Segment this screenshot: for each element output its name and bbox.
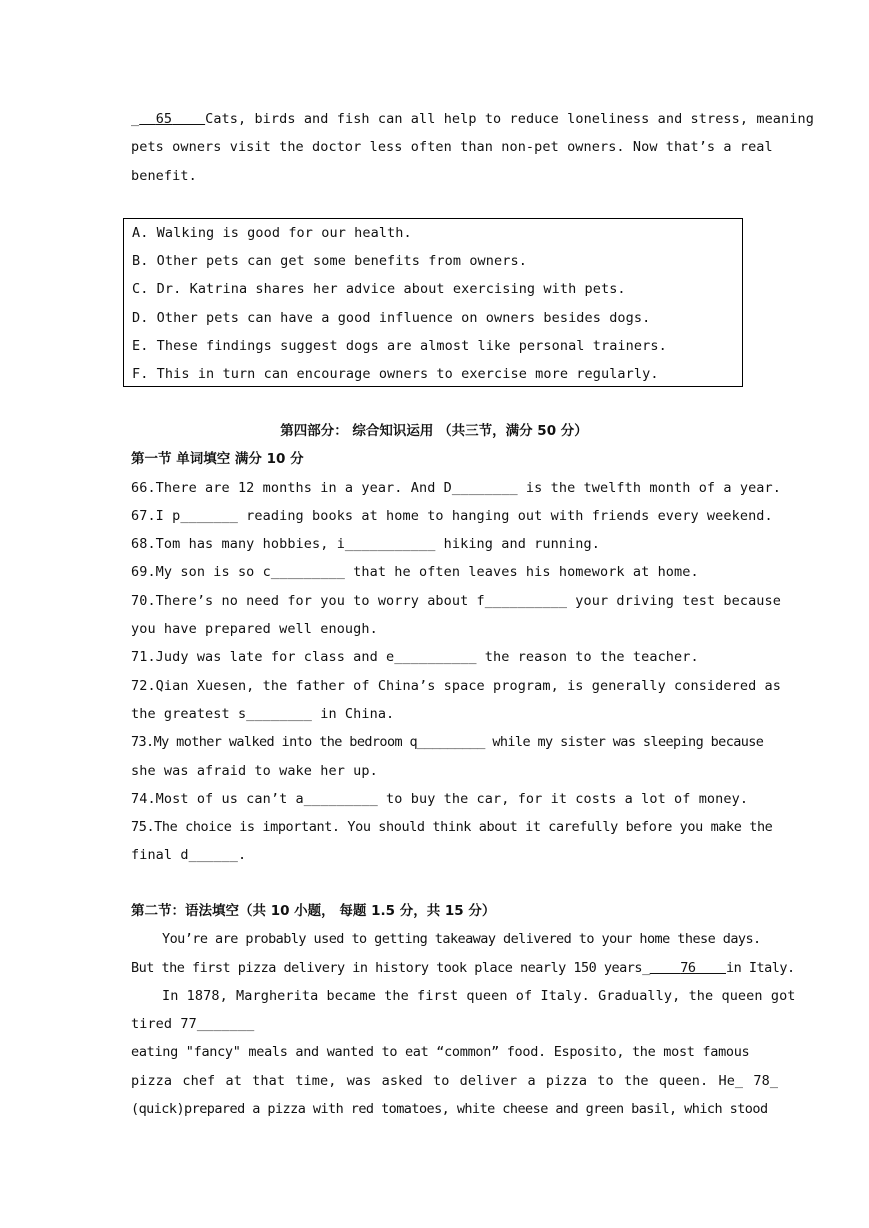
question-66: 66.There are 12 months in a year. And D________ is the twelfth month of a year. (131, 479, 781, 496)
question-70-cont: you have prepared well enough. (131, 621, 378, 638)
section1-title: 第一节 单词填空 满分 10 分 (131, 451, 304, 468)
question-72-cont: the greatest s________ in China. (131, 705, 395, 722)
part4 (131, 417, 781, 870)
options-box (123, 218, 743, 387)
question-74: 74.Most of us can’t a_________ to buy the car, for it costs a lot of money. (131, 790, 749, 807)
passage-line-3: benefit. (131, 167, 197, 184)
question-73-cont: she was afraid to wake her up. (131, 762, 378, 779)
grammar-p1-line1: You’re are probably used to getting takeaway delivered to your home these days. (162, 931, 761, 948)
question-73: 73.My mother walked into the bedroom q_________ while my sister was sleeping because (131, 734, 764, 751)
grammar-p2-line2: tired 77_______ (131, 1016, 255, 1033)
section2 (131, 897, 796, 1123)
grammar-p1-line2: But the first pizza delivery in history took place nearly 150 years_ 76 in Italy. (131, 959, 795, 976)
option-d: D. Other pets can have a good influence on owners besides dogs. (132, 309, 651, 326)
question-75: 75.The choice is important. You should think about it carefully before you make the (131, 819, 773, 836)
option-e: E. These findings suggest dogs are almost like personal trainers. (132, 337, 667, 354)
question-75-cont: final d______. (131, 847, 247, 864)
grammar-p2-line1: In 1878, Margherita became the first queen of Italy. Gradually, the queen got (162, 987, 796, 1004)
option-c: C. Dr. Katrina shares her advice about exercising with pets. (132, 281, 626, 298)
passage-line-2: pets owners visit the doctor less often than non-pet owners. Now that’s a real (131, 139, 773, 156)
option-b: B. Other pets can get some benefits from owners. (132, 253, 527, 270)
grammar-p2-line3: eating "fancy" meals and wanted to eat “common” food. Esposito, the most famous (131, 1044, 750, 1061)
part4-title: 第四部分： 综合知识运用 （共三节，满分 50 分） (280, 423, 588, 439)
passage-line-1: _ 65 Cats, birds and fish can all help to reduce loneliness and stress, meaning (131, 111, 814, 127)
section2-title: 第二节：语法填空（共 10 小题， 每题 1.5 分，共 15 分） (131, 903, 496, 919)
question-72: 72.Qian Xuesen, the father of China’s space program, is generally considered as (131, 677, 781, 694)
question-69: 69.My son is so c_________ that he often leaves his homework at home. (131, 564, 699, 581)
blank-76: 76 (680, 959, 696, 976)
blank-65: 65 (155, 111, 173, 127)
grammar-p2-line4: pizza chef at that time, was asked to deliver a pizza to the queen. He_ 78_ (131, 1072, 779, 1089)
option-a: A. Walking is good for our health. (132, 225, 412, 241)
question-68: 68.Tom has many hobbies, i___________ hiking and running. (131, 536, 600, 553)
question-67: 67.I p_______ reading books at home to hanging out with friends every weekend. (131, 507, 773, 524)
grammar-p2-line5: (quick)prepared a pizza with red tomatoes, white cheese and green basil, which stood (131, 1101, 768, 1118)
question-70: 70.There’s no need for you to worry about f__________ your driving test because (131, 592, 781, 609)
option-f: F. This in turn can encourage owners to exercise more regularly. (132, 366, 659, 383)
question-71: 71.Judy was late for class and e__________ the reason to the teacher. (131, 649, 699, 666)
passage-end (131, 105, 814, 190)
